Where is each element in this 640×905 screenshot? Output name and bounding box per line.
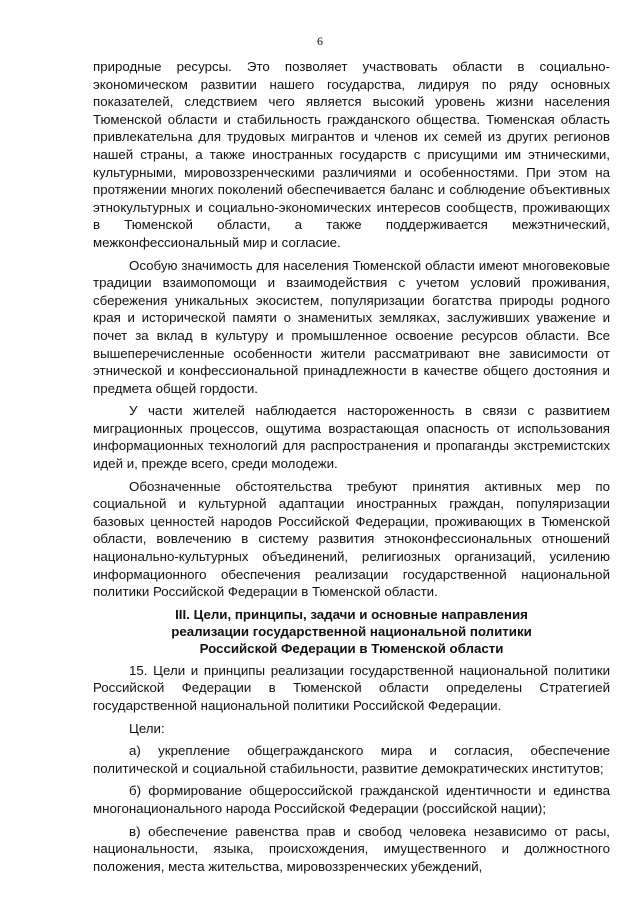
- document-body: [93, 58, 610, 880]
- paragraph-natural-resources: природные ресурсы. Это позволяет участвовать области в социально-экономическом развитии нашего государства, лидируя по ряду основных показателей, следствием чего является высокий уровень жизни населения Тюменской области и стабильность гражданского общества. Тюменская область привлекательна для трудовых мигрантов и членов их семей из других регионов нашей страны, а также иностранных государств с присущими им этническими, культурными, мировоззренческими различиями и особенностями. При этом на протяжении многих поколений обеспечивается баланс и соблюдение объективных этнокультурных и социально-экономических интересов сообществ, проживающих в Тюменской области, а также поддерживается межэтнический, межконфессиональный мир и согласие.: [93, 59, 610, 250]
- item-15: 15. Цели и принципы реализации государственной национальной политики Российской Федерации в Тюменской области определены Стратегией государственной национальной политики Российской Федерации.: [93, 662, 610, 713]
- section-heading: [93, 606, 610, 657]
- goals-label: Цели:: [129, 720, 165, 736]
- paragraph-active-measures: Обозначенные обстоятельства требуют принятия активных мер по социальной и культурной адаптации иностранных граждан, популяризации базовых ценностей народов Российской Федерации, проживающих в Тюменской области, вовлечению в систему развития этноконфессиональных отношений национально-культурных объединений, религиозных организаций, усилению информационного обеспечения реализации государственной национальной политики Российской Федерации в Тюменской области.: [93, 478, 610, 600]
- paragraph-migration-concerns: У части жителей наблюдается настороженность в связи с развитием миграционных процессов, ощутима возрастающая опасность от использования информационных технологий для распространения и пропаганды экстремистских идей и, прежде всего, среди молодежи.: [93, 403, 610, 472]
- goal-item-c: в) обеспечение равенства прав и свобод человека независимо от расы, национальности, языка, происхождения, имущественного и должностного положения, места жительства, мировоззренческих убеждений,: [93, 823, 610, 874]
- section-heading-line-3: Российской Федерации в Тюменской области: [199, 640, 504, 656]
- page-number: 6: [317, 34, 323, 48]
- section-heading-line-2: реализации государственной национальной политики: [171, 623, 532, 639]
- section-heading-line-1: III. Цели, принципы, задачи и основные направления: [175, 606, 528, 622]
- paragraph-traditions: Особую значимость для населения Тюменской области имеют многовековые традиции взаимопомощи и взаимодействия с учетом условий проживания, сбережения уникальных экосистем, популяризации богатства природы родного края и исторической памяти о знаменитых земляках, заслуживших уважение и почет за вклад в культуру и промышленное освоение ресурсов области. Все вышеперечисленные особенности жители рассматривают вне зависимости от этнической и конфессиональной принадлежности в качестве общего достояния и предмета общей гордости.: [93, 257, 610, 396]
- goal-item-a: а) укрепление общегражданского мира и согласия, обеспечение политической и социальной стабильности, развитие демократических институтов;: [93, 743, 610, 776]
- goal-item-b: б) формирование общероссийской гражданской идентичности и единства многонационального народа Российской Федерации (российской нации);: [93, 783, 610, 816]
